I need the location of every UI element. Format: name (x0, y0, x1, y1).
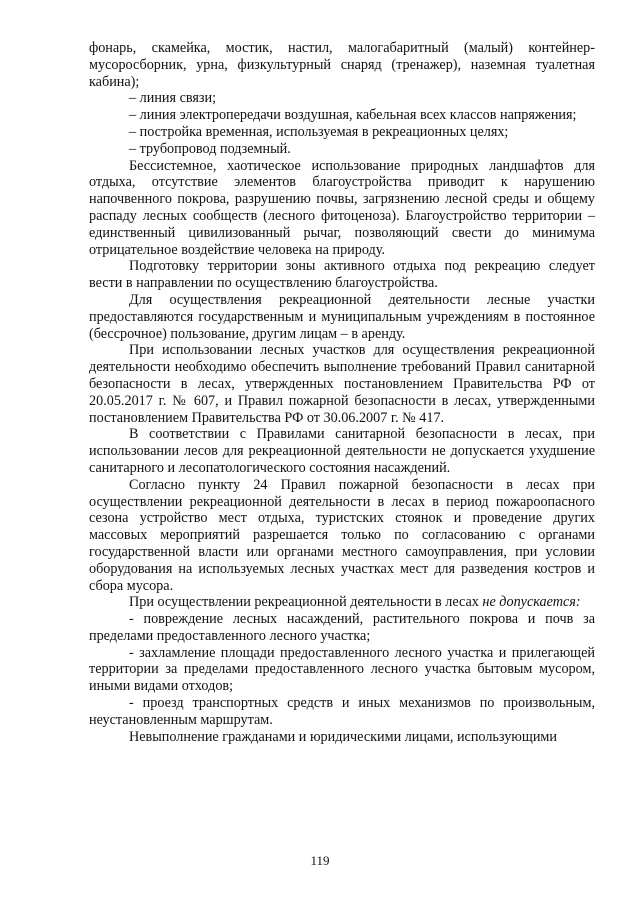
prohibitions-intro-text: При осуществлении рекреационной деятельности в лесах (129, 594, 479, 611)
paragraph-plot-allocation: Для осуществления рекреационной деятельности лесные участки предоставляются государственным и муниципальным учреждениям в постоянное (бессрочное) пользование, другим лицам – в аренду. (89, 291, 595, 342)
document-body (89, 40, 595, 745)
list-item-power-line: – линия электропередачи воздушная, кабельная всех классов напряжения; (129, 107, 577, 124)
paragraph-noncompliance: Невыполнение гражданами и юридическими лицами, использующими (129, 728, 557, 745)
paragraph-safety-rules: При использовании лесных участков для осуществления рекреационной деятельности необходимо обеспечить выполнение требований Правил санитарной безопасности в лесах, утвержденных постановлением Правительства РФ от 20.05.2017 г. № 607, и Правил пожарной безопасности в лесах, утвержденными постановлением Правительства РФ от 30.06.2007 г. № 417. (89, 342, 595, 426)
paragraph-landscape-use: Бессистемное, хаотическое использование природных ландшафтов для отдыха, отсутствие элементов благоустройства приводит к нарушению напочвенного покрова, разрушению почвы, загрязнению лесной среды и общему распаду лесных сообществ (лесного фитоценоза). Благоустройство территории – единственный цивилизованный рычаг, позволяющий свести до минимума отрицательное воздействие человека на природу. (89, 157, 595, 258)
paragraph-fence-items: фонарь, скамейка, мостик, настил, малогабаритный (малый) контейнер-мусоросборник, урна, физкультурный снаряд (тренажер), наземная туалетная кабина); (89, 40, 595, 90)
list-item-underground-pipeline: – трубопровод подземный. (129, 140, 291, 157)
paragraph-territory-preparation: Подготовку территории зоны активного отдыха под рекреацию следует вести в направлении по осуществлению благоустройства. (89, 258, 595, 292)
list-item-temporary-building: – постройка временная, используемая в рекреационных целях; (129, 123, 509, 140)
list-item-communication-line: – линия связи; (129, 90, 217, 107)
list-item-littering: - захламление площади предоставленного лесного участка и прилегающей территории за пределами предоставленного лесного участка бытовым мусором, иными видами отходов; (89, 644, 595, 695)
page-number: 119 (310, 853, 330, 868)
paragraph-fire-rules: Согласно пункту 24 Правил пожарной безопасности в лесах при осуществлении рекреационной деятельности в лесах в период пожароопасного сезона устройство мест отдыха, туристских стоянок и проведение других массовых мероприятий разрешается только по согласованию с органами государственной власти или органами местного самоуправления, при условии оборудования на используемых лесных участках мест для разведения костров и сбора мусора. (89, 476, 595, 594)
list-item-damage: - повреждение лесных насаждений, растительного покрова и почв за пределами предоставленного лесного участка; (89, 611, 595, 644)
prohibitions-emphasis: не допускается: (482, 594, 581, 611)
paragraph-prohibitions-intro (89, 594, 595, 611)
list-item-vehicle-passage: - проезд транспортных средств и иных механизмов по произвольным, неустановленным маршрутам. (89, 695, 595, 728)
paragraph-sanitary-rules: В соответствии с Правилами санитарной безопасности в лесах, при использовании лесов для рекреационной деятельности не допускается ухудшение санитарного и лесопатологического состояния насаждений. (89, 426, 595, 476)
